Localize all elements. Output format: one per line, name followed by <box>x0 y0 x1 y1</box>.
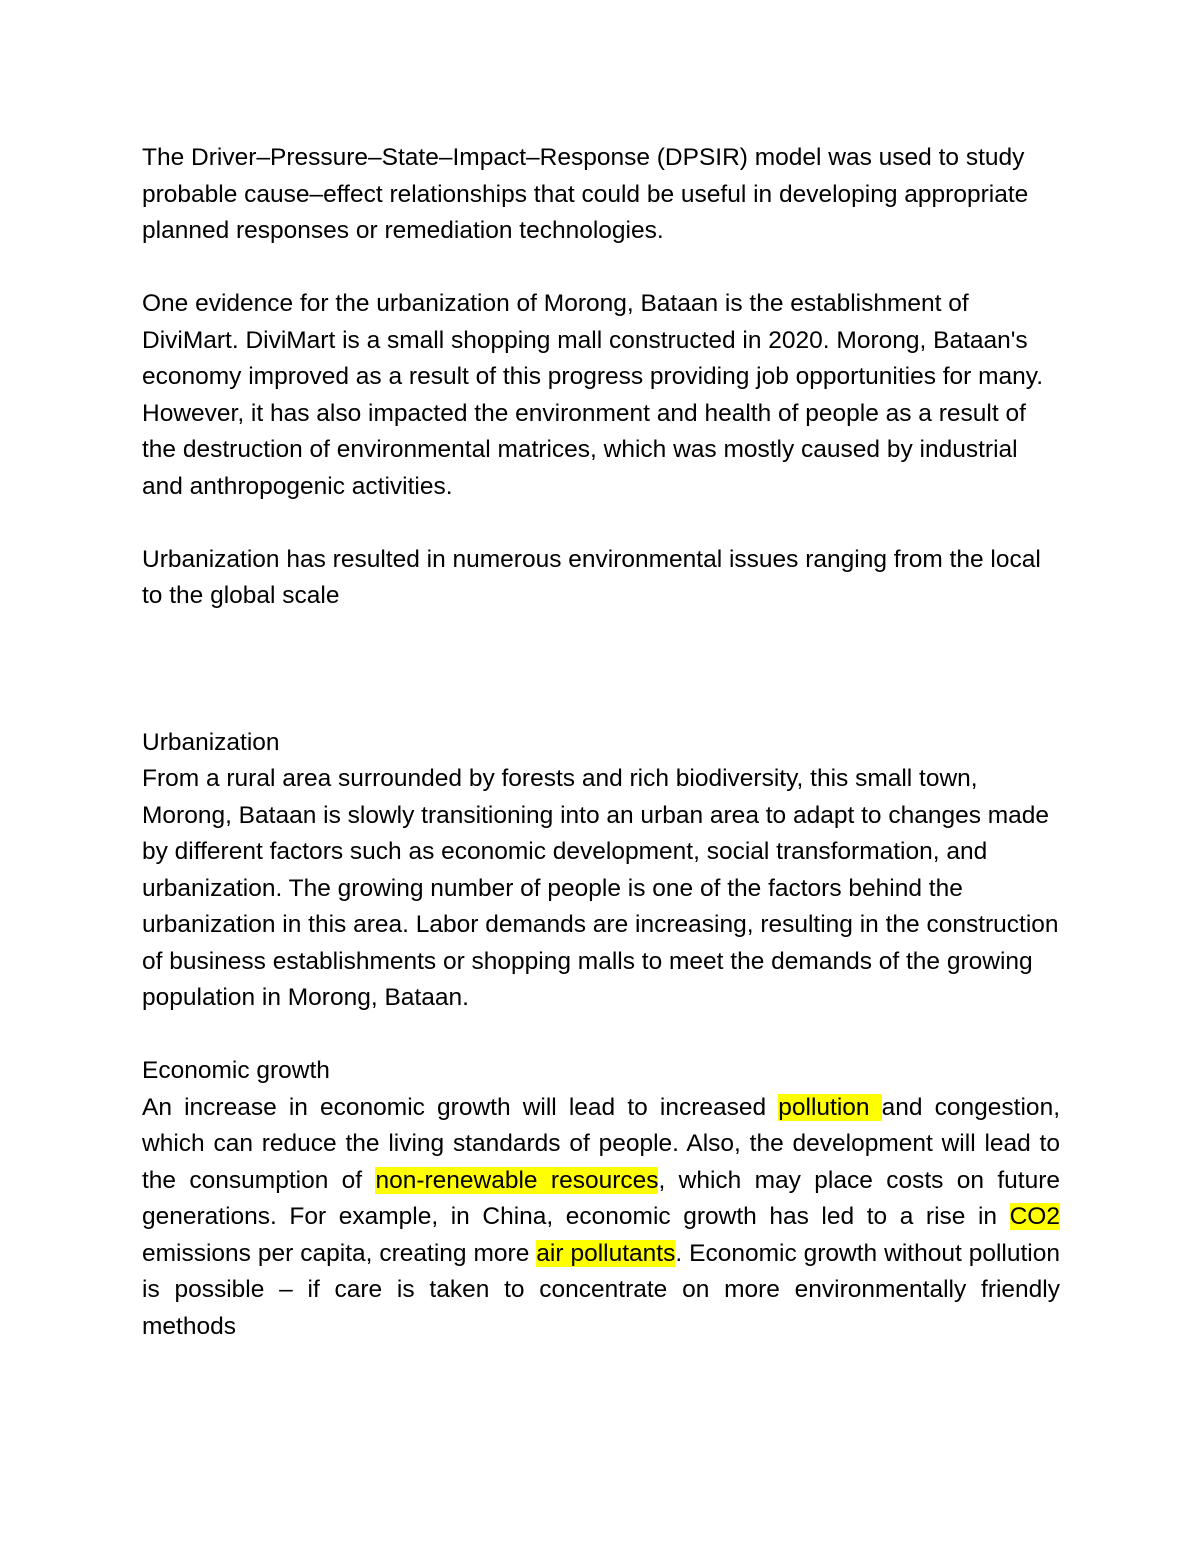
urbanization-issues-paragraph: Urbanization has resulted in numerous environmental issues ranging from the local to the global scale <box>142 545 1041 609</box>
economic-growth-heading: Economic growth <box>142 1057 330 1084</box>
urbanization-body: From a rural area surrounded by forests and rich biodiversity, this small town, Morong, Bataan is slowly transitioning into an urban area to adapt to changes made by different factors such as economic development, social transformation, and urbanization. The growing number of people is one of the factors behind the urbanization in this area. Labor demands are increasing, resulting in the construction of business establishments or shopping malls to meet the demands of the growing population in Morong, Bataan. <box>142 765 1059 1011</box>
highlight-co2: CO2 <box>1009 1203 1060 1230</box>
urbanization-heading: Urbanization <box>142 728 280 756</box>
paragraph-spacer <box>142 250 1060 287</box>
section-spacer <box>142 615 1060 725</box>
intro-paragraph: The Driver–Pressure–State–Impact–Response (DPSIR) model was used to study probable cause–effect relationships that could be useful in developing appropriate planned responses or remediation technologies. <box>142 144 1029 244</box>
economic-growth-body <box>142 1090 1060 1346</box>
paragraph-spacer <box>142 1017 1060 1054</box>
divimart-paragraph: One evidence for the urbanization of Morong, Bataan is the establishment of DiviMart. DiviMart is a small shopping mall constructed in 2020. Morong, Bataan's economy improved as a result of this progress providing job opportunities for many. However, it has also impacted the environment and health of people as a result of the destruction of environmental matrices, which was mostly caused by industrial and anthropogenic activities. <box>142 290 1044 500</box>
document-body <box>142 140 1060 1345</box>
highlight-non-renewable-resources: non-renewable resources <box>375 1166 659 1194</box>
economic-text-segment: An increase in economic growth will lead to increased <box>142 1093 779 1121</box>
highlight-air-pollutants: air pollutants <box>536 1239 676 1267</box>
paragraph-spacer <box>142 505 1060 542</box>
highlight-pollution: pollution <box>778 1093 882 1121</box>
economic-text-segment: , which may place costs on future generations. For example, in China, economic growth has led to a rise in <box>142 1166 1060 1230</box>
economic-text-segment: and congestion, which can reduce the living standards of people. Also, the development will lead to the consumption of <box>142 1093 1060 1194</box>
economic-text-segment: . Economic growth without pollution is possible – if care is taken to concentrate on more environmentally friendly methods <box>142 1239 1060 1340</box>
economic-text-segment: emissions per capita, creating more <box>142 1239 537 1267</box>
